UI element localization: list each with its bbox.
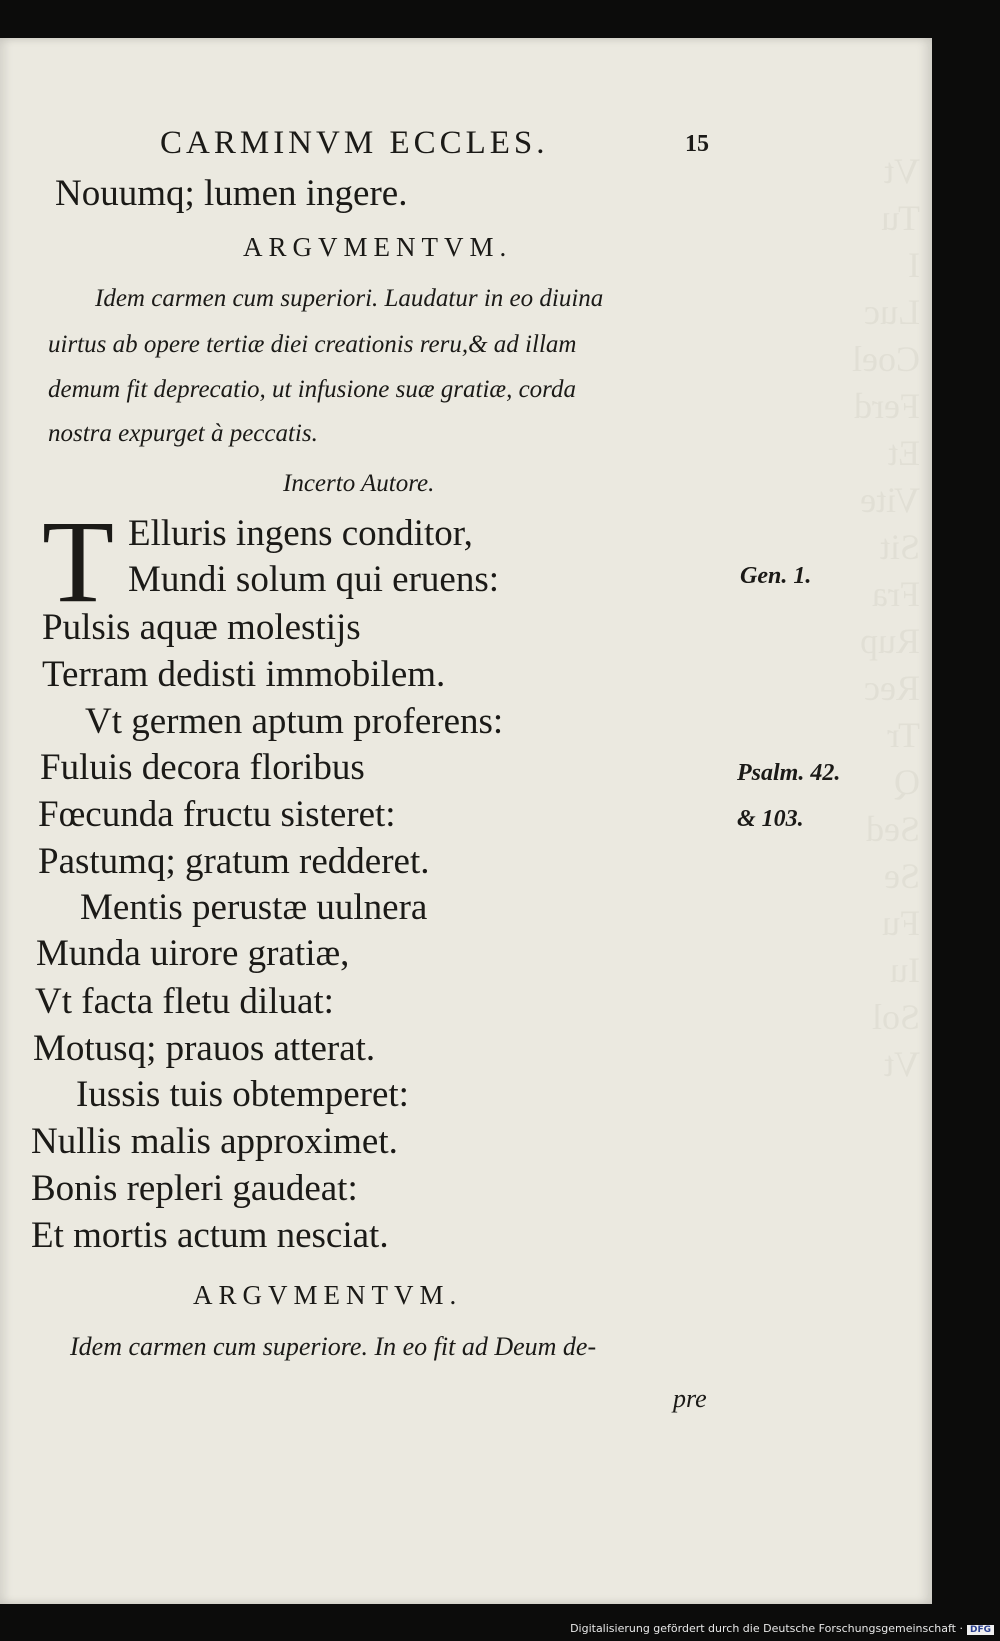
margin-note: Gen. 1. — [740, 563, 812, 589]
hymn-line: Bonis repleri gaudeat: — [31, 1168, 358, 1209]
hymn-line: Iussis tuis obtemperet: — [76, 1074, 409, 1115]
hymn-line: Elluris ingens conditor, — [128, 513, 473, 554]
hymn-line: Mentis perustæ uulnera — [80, 887, 428, 928]
credit-text: Digitalisierung gefördert durch die Deutsche Forschungsgemeinschaft · — [570, 1622, 963, 1635]
hymn-line: Vt germen aptum proferens: — [85, 701, 504, 742]
text-line: Nouumq; lumen ingere. — [55, 173, 408, 214]
page-header — [160, 125, 720, 165]
hymn-line: Nullis malis approximet. — [31, 1121, 398, 1162]
hymn-line: Motusq; prauos atterat. — [33, 1028, 376, 1069]
margin-note: Psalm. 42. — [737, 760, 841, 786]
argument-heading: ARGVMENTVM. — [243, 232, 513, 262]
argument-line: nostra expurget à peccatis. — [48, 420, 318, 447]
dfg-logo: DFG — [967, 1625, 994, 1635]
hymn-line: Pulsis aquæ molestijs — [42, 607, 361, 648]
bleed-through-text: Vt Tu I Luc Coel Ferd Et Vite Sit Fra Rup Rec Tr Q Sed Se Fu Iu Sol Vt — [852, 151, 920, 1084]
author-line: Incerto Autore. — [283, 470, 435, 497]
margin-note: & 103. — [737, 806, 804, 832]
digitization-credit — [570, 1622, 994, 1635]
hymn-line: Pastumq; gratum redderet. — [38, 841, 430, 882]
argument-line: demum fit deprecatio, ut infusione suæ gratiæ, corda — [48, 376, 576, 403]
argument-line: Idem carmen cum superiore. In eo fit ad Deum de- — [70, 1332, 597, 1361]
catchword: pre — [673, 1384, 707, 1413]
hymn-line: Terram dedisti immobilem. — [42, 654, 446, 695]
argument-line: uirtus ab opere tertiæ diei creationis reru,& ad illam — [48, 331, 577, 358]
hymn-line: Vt facta fletu diluat: — [35, 981, 334, 1022]
hymn-line: Fœcunda fructu sisteret: — [38, 794, 396, 835]
page-number: 15 — [685, 131, 709, 157]
argument-heading: ARGVMENTVM. — [193, 1280, 463, 1310]
hymn-line: Mundi solum qui eruens: — [128, 559, 500, 600]
drop-cap: T — [42, 496, 115, 627]
hymn-line: Munda uirore gratiæ, — [36, 933, 350, 974]
hymn-line: Et mortis actum nesciat. — [31, 1215, 389, 1256]
hymn-line: Fuluis decora floribus — [40, 747, 365, 788]
running-head: CARMINVM ECCLES. — [160, 125, 549, 161]
argument-line: Idem carmen cum superiori. Laudatur in eo diuina — [95, 285, 604, 312]
